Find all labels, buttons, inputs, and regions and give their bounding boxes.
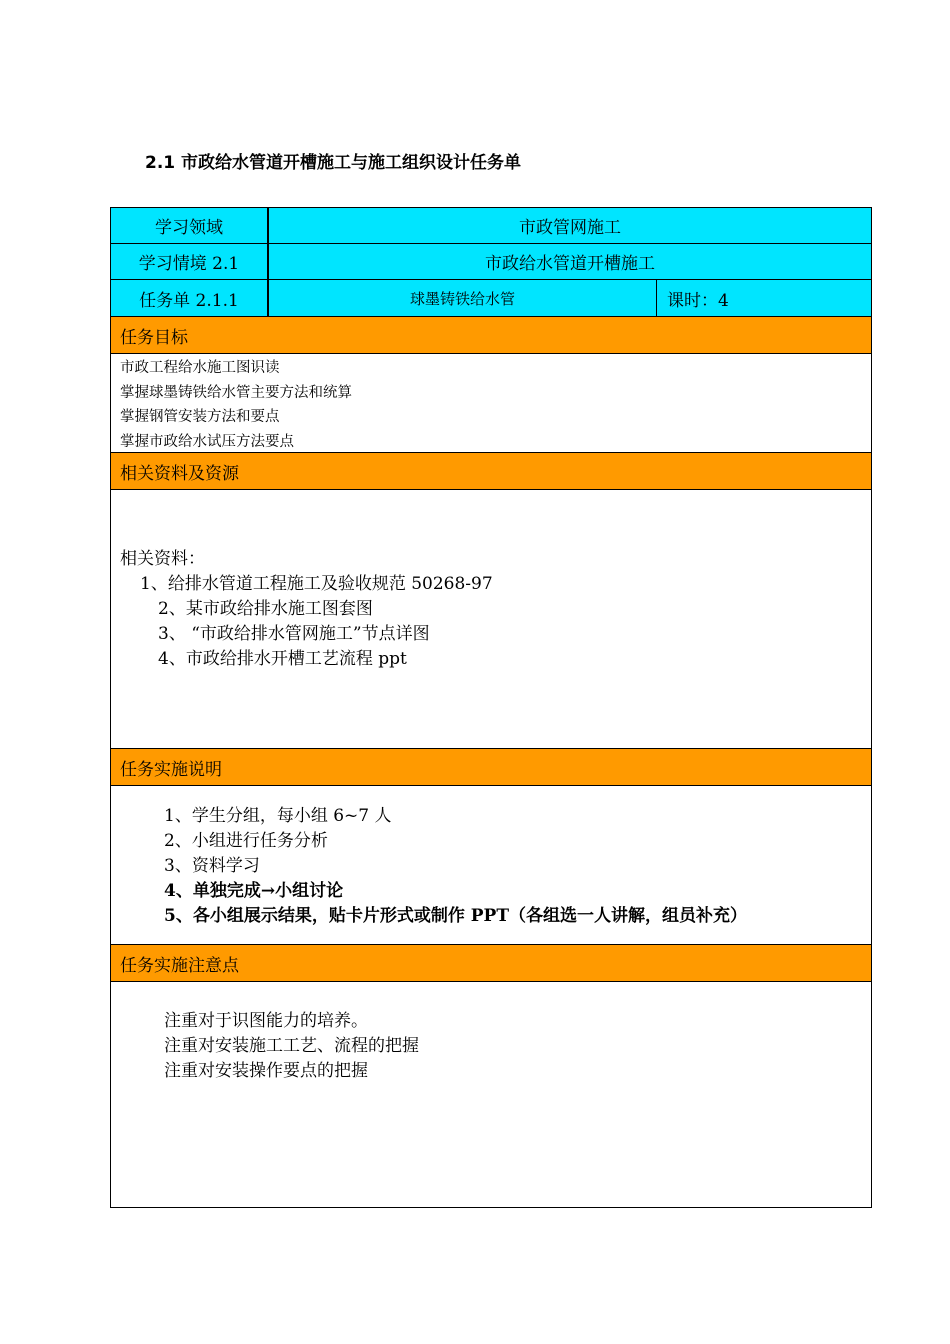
document-title: 2.1 市政给水管道开槽施工与施工组织设计任务单	[145, 153, 522, 173]
row-task-sheet	[111, 280, 871, 317]
list-item: 注重对安装操作要点的把握	[164, 1061, 368, 1081]
row-learning-situation	[111, 244, 871, 280]
list-item: 注重对于识图能力的培养。	[164, 1011, 368, 1031]
list-item: 1、给排水管道工程施工及验收规范 50268-97	[140, 574, 493, 594]
learning-situation-value: 市政给水管道开槽施工	[485, 254, 655, 274]
row-learning-field	[111, 208, 871, 244]
list-item: 注重对安装施工工艺、流程的把握	[164, 1036, 419, 1056]
resources-body	[111, 490, 871, 749]
resources-intro: 相关资料：	[120, 549, 205, 569]
list-item: 3、 “市政给排水管网施工”节点详图	[158, 624, 430, 644]
list-item: 4、单独完成→小组讨论	[164, 881, 344, 901]
objectives-body	[111, 354, 871, 453]
list-item: 4、市政给排水开槽工艺流程 ppt	[158, 649, 407, 669]
notes-body	[111, 982, 871, 1207]
task-sheet-table	[110, 207, 872, 1208]
objectives-heading: 任务目标	[111, 317, 871, 354]
task-sheet-value: 球墨铸铁给水管	[269, 280, 657, 316]
class-hours: 课时：4	[667, 290, 729, 311]
list-item: 掌握钢管安装方法和要点	[120, 409, 280, 425]
learning-field-label: 学习领域	[111, 208, 269, 243]
learning-field-value: 市政管网施工	[519, 218, 621, 238]
list-item: 1、学生分组，每小组 6~7 人	[164, 806, 392, 826]
list-item: 市政工程给水施工图识读	[120, 360, 280, 376]
task-sheet-label: 任务单 2.1.1	[111, 280, 269, 316]
list-item: 5、各小组展示结果，贴卡片形式或制作 PPT（各组选一人讲解，组员补充）	[164, 906, 747, 926]
notes-heading: 任务实施注意点	[111, 945, 871, 982]
list-item: 3、资料学习	[164, 856, 260, 876]
instructions-heading: 任务实施说明	[111, 749, 871, 786]
list-item: 2、某市政给排水施工图套图	[158, 599, 373, 619]
list-item: 2、小组进行任务分析	[164, 831, 328, 851]
resources-heading: 相关资料及资源	[111, 453, 871, 490]
list-item: 掌握球墨铸铁给水管主要方法和统算	[120, 384, 352, 401]
list-item: 掌握市政给水试压方法要点	[120, 433, 294, 450]
learning-situation-label: 学习情境 2.1	[111, 244, 269, 279]
instructions-body	[111, 786, 871, 945]
